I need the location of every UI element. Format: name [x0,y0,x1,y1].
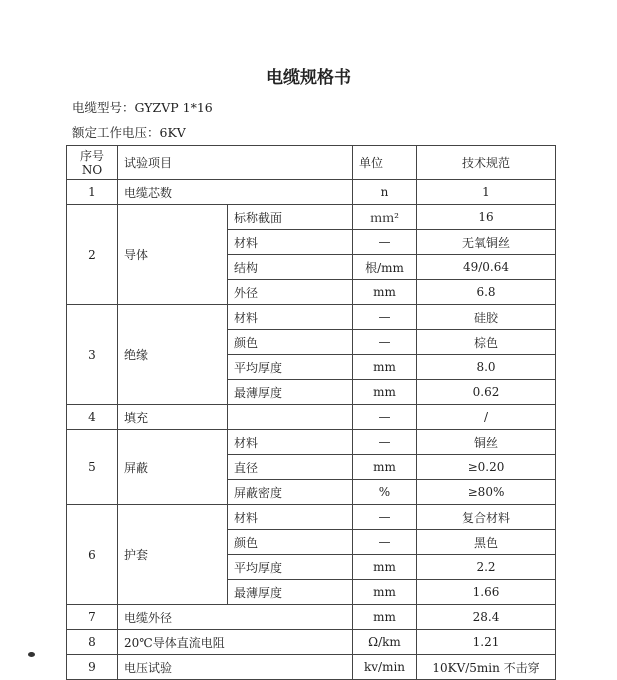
sub-item: 材料 [228,305,353,330]
table-row [67,505,556,530]
row-no: 1 [67,180,118,205]
row-unit: — [353,430,417,455]
row-item: 护套 [118,505,228,605]
row-spec: 铜丝 [417,430,556,455]
rated-voltage: 额定工作电压：6KV [72,125,186,140]
row-spec: 6.8 [417,280,556,305]
sub-item: 材料 [228,430,353,455]
row-item: 电缆芯数 [118,180,353,205]
row-no: 3 [67,305,118,405]
row-unit: kv/min [353,655,417,680]
row-item: 导体 [118,205,228,305]
row-no: 7 [67,605,118,630]
row-spec: 棕色 [417,330,556,355]
table-row [67,605,556,630]
row-no: 4 [67,405,118,430]
row-spec: 无氧铜丝 [417,230,556,255]
sub-item: 外径 [228,280,353,305]
row-unit: mm [353,355,417,380]
row-unit: 根/mm [353,255,417,280]
row-unit: mm [353,555,417,580]
row-unit: % [353,480,417,505]
sub-item [228,405,353,430]
row-no: 5 [67,430,118,505]
row-unit: n [353,180,417,205]
row-item: 电缆外径 [118,605,353,630]
row-spec: 1 [417,180,556,205]
table-header [67,146,556,180]
header-item: 试验项目 [118,146,353,180]
row-spec: 1.21 [417,630,556,655]
row-spec: ≥0.20 [417,455,556,480]
row-spec: 硅胶 [417,305,556,330]
row-unit: — [353,530,417,555]
row-unit: — [353,230,417,255]
sub-item: 结构 [228,255,353,280]
table-row [67,305,556,330]
row-spec: 10KV/5min 不击穿 [417,655,556,680]
table-row [67,180,556,205]
row-unit: mm [353,605,417,630]
header-unit: 单位 [353,146,417,180]
row-no: 8 [67,630,118,655]
table-row [67,630,556,655]
sub-item: 直径 [228,455,353,480]
header-no [67,146,118,180]
document-title: 电缆规格书 [266,68,351,88]
row-spec: 49/0.64 [417,255,556,280]
table-row [67,405,556,430]
row-unit: mm [353,280,417,305]
row-spec: 2.2 [417,555,556,580]
sub-item: 平均厚度 [228,355,353,380]
row-spec: 28.4 [417,605,556,630]
sub-item: 材料 [228,505,353,530]
row-spec: 黑色 [417,530,556,555]
row-spec: 8.0 [417,355,556,380]
row-unit: ｍｍ² [353,205,417,230]
row-unit: — [353,305,417,330]
row-unit: mm [353,455,417,480]
sub-item: 材料 [228,230,353,255]
row-item: 屏蔽 [118,430,228,505]
row-unit: — [353,405,417,430]
row-unit: mm [353,580,417,605]
row-spec: / [417,405,556,430]
header-no-en: NO [81,162,103,177]
row-item: 填充 [118,405,228,430]
table-row [67,430,556,455]
sub-item: 屏蔽密度 [228,480,353,505]
spec-table [66,145,556,680]
row-no: 6 [67,505,118,605]
row-spec: 1.66 [417,580,556,605]
table-row [67,205,556,230]
row-spec: ≥80% [417,480,556,505]
row-spec: 0.62 [417,380,556,405]
row-item: 绝缘 [118,305,228,405]
sub-item: 颜色 [228,330,353,355]
header-no-cn: 序号 [79,148,104,163]
sub-item: 最薄厚度 [228,380,353,405]
sub-item: 颜色 [228,530,353,555]
row-unit: — [353,505,417,530]
row-no: 9 [67,655,118,680]
row-unit: — [353,330,417,355]
sub-item: 平均厚度 [228,555,353,580]
sub-item: 最薄厚度 [228,580,353,605]
table-row [67,655,556,680]
row-spec: 16 [417,205,556,230]
scan-blot [28,652,35,657]
row-unit: Ω/km [353,630,417,655]
row-item: 电压试验 [118,655,353,680]
sub-item: 标称截面 [228,205,353,230]
header-spec: 技术规范 [417,146,556,180]
cable-model: 电缆型号：GYZVP 1*16 [72,100,213,115]
row-unit: mm [353,380,417,405]
row-spec: 复合材料 [417,505,556,530]
row-item: 20℃导体直流电阻 [118,630,353,655]
row-no: 2 [67,205,118,305]
